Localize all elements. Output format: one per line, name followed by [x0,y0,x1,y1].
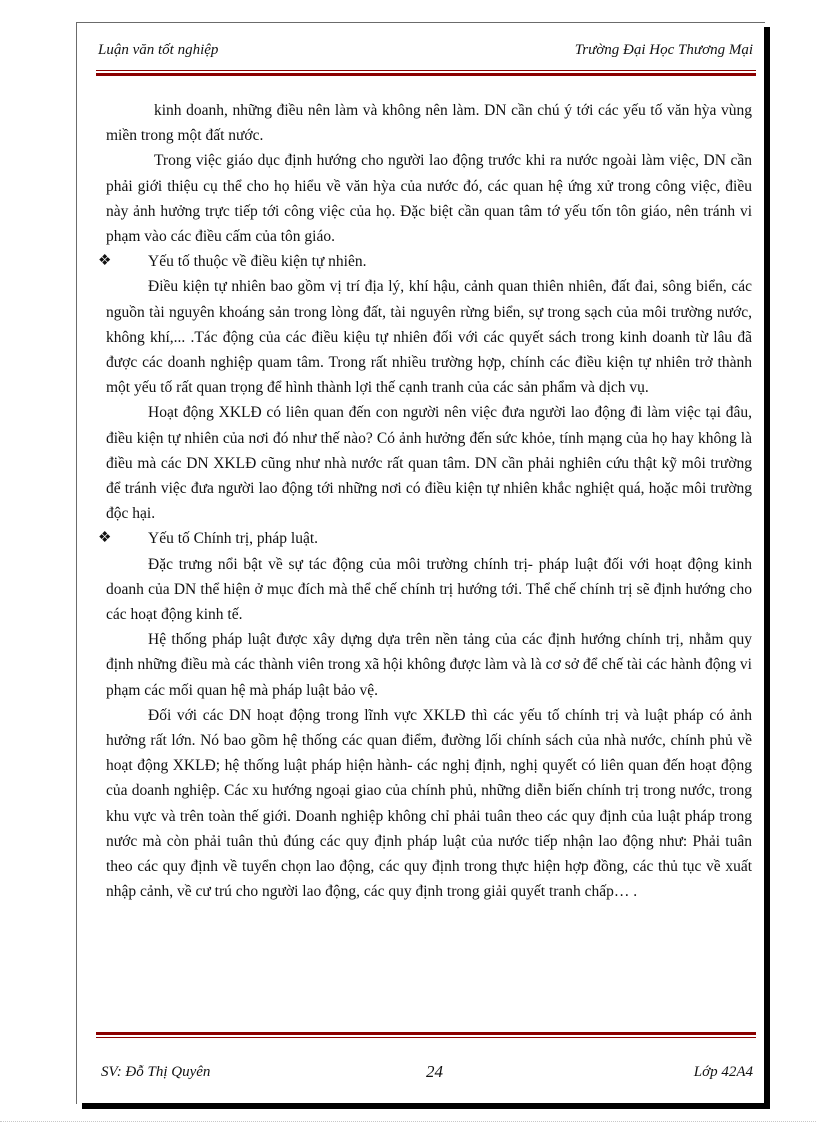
paragraph: Hoạt động XKLĐ có liên quan đến con người nên việc đưa người lao động đi làm việc tại đâu, điều kiện tự nhiên của nơi đó như thế nào? Có ảnh hưởng đến sức khỏe, tính mạng của họ hay không là điều mà các DN XKLĐ cũng như nhà nước rất quan tâm. DN cần phải nghiên cứu thật kỹ môi trường để tránh việc đưa người lao động tới những nơi có điều kiện tự nhiên khắc nghiệt quá, hoặc môi trường độc hại. [106,404,752,523]
document-body [98,98,752,905]
paragraph: Đối với các DN hoạt động trong lĩnh vực XKLĐ thì các yếu tố chính trị và luật pháp có ảnh hưởng rất lớn. Nó bao gồm hệ thống các quan điểm, đường lối chính sách của nhà nước, chính phủ về hoạt động XKLĐ; hệ thống luật pháp hiện hành- các nghị định, nghị quyết có liên quan đến hoạt động của doanh nghiệp. Các xu hướng ngoại giao của chính phủ, những diễn biến chính trị trong nước, trong khu vực và trên toàn thế giới. Doanh nghiệp không chỉ phải tuân theo các quy định của luật pháp trong nước mà còn phải tuân thủ đúng các quy định pháp luật của nước tiếp nhận lao động như: Phải tuân theo các quy định về tuyển chọn lao động, các quy định trong thực hiện hợp đồng, các thủ tục về xuất nhập cảnh, về cư trú cho người lao động, các quy định trong giải quyết tranh chấp… . [106,706,752,901]
paragraph: Hệ thống pháp luật được xây dựng dựa trên nền tảng của các định hướng chính trị, nhằm quy định những điều mà các thành viên trong xã hội không được làm và là cơ sở để chế tài các hành động vi phạm các mối quan hệ mà pháp luật bảo vệ. [106,631,752,699]
page-number: 24 [426,1062,443,1081]
paragraph: Điều kiện tự nhiên bao gồm vị trí địa lý, khí hậu, cảnh quan thiên nhiên, đất đai, sông biển, các nguồn tài nguyên khoáng sản trong lòng đất, tài nguyên rừng biển, sự trong sạch của môi trường nước, không khí,... .Tác động của các điều kiệu tự nhiên đối với các quyết sách trong kinh doanh từ lâu đã được các doanh nghiệp quam tâm. Trong rất nhiều trường hợp, chính các điều kiện tự nhiên trở thành một yếu tố rất quan trọng để hình thành lợi thế cạnh tranh của các sản phẩm và dịch vụ. [106,278,752,397]
page-break-line [0,1121,816,1122]
footer-class: Lớp 42A4 [693,1064,753,1080]
page-header [98,42,753,62]
page-shadow-right [764,27,770,1108]
page-footer [101,1064,753,1086]
diamond-bullet-icon: ❖ [98,253,112,270]
bullet-heading-text: Yếu tố Chính trị, pháp luật. [148,530,319,548]
bullet-heading [98,526,752,551]
paragraph: Đặc trưng nổi bật về sự tác động của môi trường chính trị- pháp luật đối với hoạt động kinh doanh của DN thể hiện ở mục đích mà thể chế chính trị hướng tới. Thể chế chính trị sẽ định hướng cho các hoạt động kinh tế. [106,555,752,624]
diamond-bullet-icon: ❖ [98,530,112,547]
bullet-heading [98,249,752,274]
header-thesis-label: Luận văn tốt nghiệp [98,42,219,58]
header-rule [96,70,756,76]
page-shadow-bottom [82,1103,770,1109]
paragraph: kinh doanh, những điều nên làm và không nên làm. DN cần chú ý tới các yếu tố văn hỳa vùng miền trong một đất nước. [106,102,752,145]
bullet-heading-text: Yếu tố thuộc về điều kiện tự nhiên. [148,253,367,271]
footer-rule [96,1032,756,1038]
footer-student-name: SV: Đỗ Thị Quyên [101,1064,211,1080]
header-university: Trường Đại Học Thương Mại [574,42,753,58]
paragraph: Trong việc giáo dục định hướng cho người lao động trước khi ra nước ngoài làm việc, DN cần phải giới thiệu cụ thể cho họ hiểu về văn hỳa của nước đó, các quan hệ ứng xử trong công việc, điều này ảnh hưởng trực tiếp tới công việc của họ. Đặc biệt cần quan tâm tớ yếu tốn tôn giáo, nên tránh vi phạm vào các điều cấm của tôn giáo. [106,152,752,246]
